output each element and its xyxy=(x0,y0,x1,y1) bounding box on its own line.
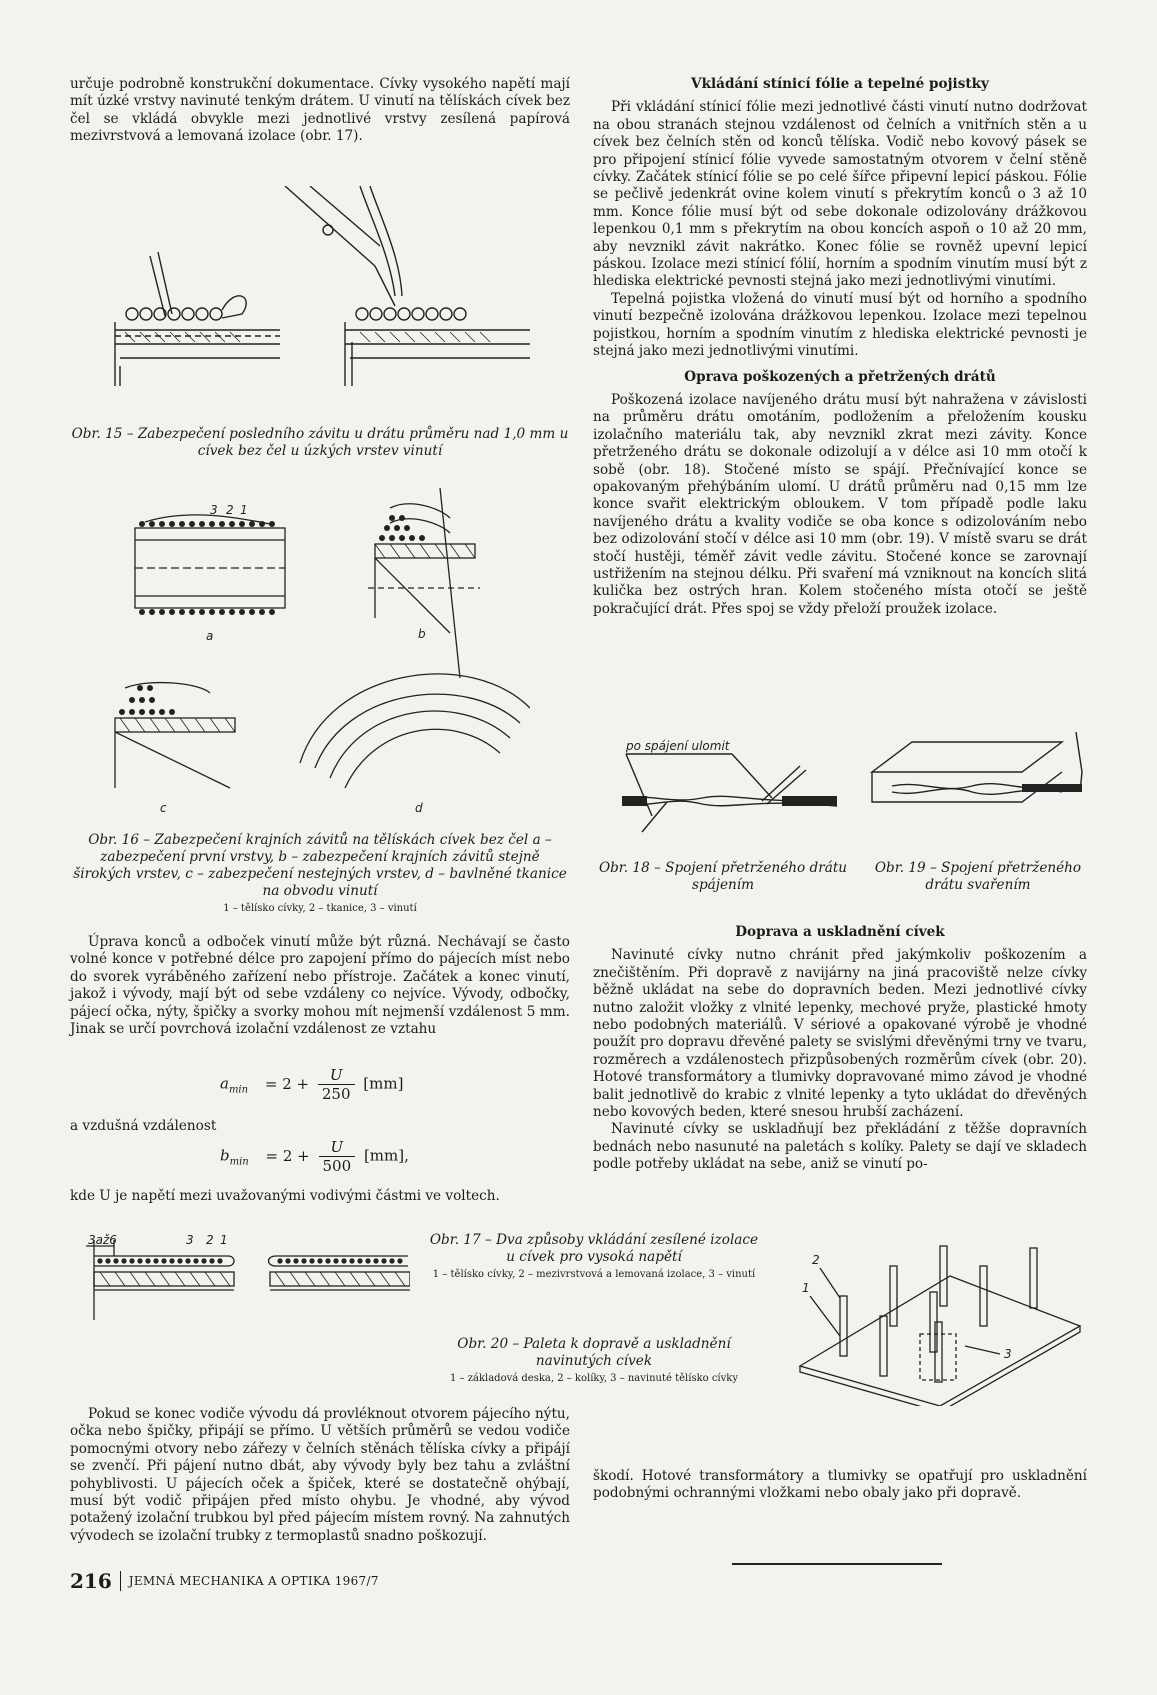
left-column-top xyxy=(70,76,570,146)
fig18-label: po spájení ulomit xyxy=(626,739,730,753)
figure-16-legend: 1 – tělísko cívky, 2 – tkanice, 3 – vinutí xyxy=(223,903,417,914)
paragraph: a vzdušná vzdálenost xyxy=(70,1118,217,1134)
fig17-label-3: 3 xyxy=(186,1233,194,1247)
figure-18-caption: Obr. 18 – Spojení přetrženého drátu spájením xyxy=(598,860,848,893)
paragraph: kde U je napětí mezi uvažovanými vodivými částmi ve voltech. xyxy=(70,1188,500,1204)
paragraph: Navinuté cívky se uskladňují bez překládání z těžše dopravních bednách nebo nasunuté na paletách s kolíky. Palety se dají ve skladech podle potřeby ukládat na sebe, aniž se vinutí po- xyxy=(593,1121,1087,1173)
figure-20-caption-text: Obr. 20 – Paleta k dopravě a uskladnění navinutých cívek xyxy=(457,1336,731,1369)
page-number: 216 xyxy=(70,1569,112,1593)
page-footer xyxy=(70,1569,379,1593)
left-column-formula-text xyxy=(70,1118,570,1135)
left-column-middle xyxy=(70,934,570,1038)
fig16-label-b: b xyxy=(418,627,426,641)
paragraph: škodí. Hotové transformátory a tlumivky se opatřují pro uskladnění podobnými ochrannými vložkami nebo obaly jako při dopravě. xyxy=(593,1468,1087,1502)
fig20-label-2: 2 xyxy=(812,1253,820,1267)
figure-20-legend: 1 – základová deska, 2 – kolíky, 3 – navinuté tělísko cívky xyxy=(450,1373,738,1384)
right-column-middle xyxy=(593,924,1087,1174)
figure-16-caption xyxy=(70,832,570,915)
fig17-label-1: 1 xyxy=(220,1233,228,1247)
figure-20-caption xyxy=(424,1336,764,1385)
paragraph: Tepelná pojistka vložená do vinutí musí být od horního a spodního vinutí bezpečně izolována drážkovou lepenkou. Izolace mezi tepelnou pojistkou, horním a spodním vinutím z hlediska elektrické pevnosti je stejná jako mezi jednotlivými vinutími. xyxy=(593,290,1087,360)
footer-divider xyxy=(120,1571,121,1591)
figure-15-caption: Obr. 15 – Zabezpečení posledního závitu u drátu průměru nad 1,0 mm u cívek bez čel u úzkých vrstev vinutí xyxy=(71,426,569,459)
figure-17-caption-text: Obr. 17 – Dva způsoby vkládání zesílené izolace u cívek pro vysoká napětí xyxy=(429,1232,759,1265)
fig16-label-3: 3 xyxy=(210,503,218,517)
paragraph: určuje podrobně konstrukční dokumentace. Cívky vysokého napětí mají mít úzké vrstvy navinuté tenkým drátem. U vinutí na tělískách cívek bez čel se vkládá obvykle mezi jednotlivé vrstvy zesílená papírová mezivrstvová a lemovaná izolace (obr. 17). xyxy=(70,76,570,145)
figure-17-caption xyxy=(424,1232,764,1281)
figure-19-drawing xyxy=(862,732,1094,842)
formula-b-min: $b_{min} = 2$ + $\frac{U}{500}$ [mm], xyxy=(220,1138,409,1175)
fraction: $\frac{U}{250}$ xyxy=(318,1066,355,1103)
end-rule xyxy=(732,1563,942,1565)
figure-15-drawing xyxy=(110,186,530,406)
paragraph: Pokud se konec vodiče vývodu dá provléknout otvorem pájecího nýtu, očka nebo špičky, připájí se přímo. U větších průměrů se vedou vodiče pomocnými otvory nebo zářezy v čelních stěnách tělíska cívky a připájí se zvenčí. Při pájení nutno dbát, aby vývody byly bez tahu a zvláštní pohyblivosti. U pájecích oček a špiček, které se dostatečně ohýbají, musí být vodič připájen před místo ohybu. Je vhodné, aby vývod potažený izolační trubkou byl před pájecím místem rovný. Na zahnutých vývodech se izolační trubky z termoplastů snadno poškozují. xyxy=(70,1406,570,1544)
paragraph: Při vkládání stínicí fólie mezi jednotlivé části vinutí nutno dodržovat na obou stranách stejnou vzdálenost od čelních a vnitřních stěn a u cívek bez čelních stěn od konců tělíska. Vodič nebo kovový pásek se pro připojení stínicí fólie vyvede samostatným otvorem v čelní stěně cívky. Začátek stínicí fólie se po celé šířce připevní lepicí páskou. Fólie se pečlivě jedenkrát ovine kolem vinutí s překrytím konců o 3 až 10 mm. Konce fólie musí být od sebe dokonale odizolovány drážkovou lepenkou 0,1 mm s překrytím na obou koncích aspoň o 10 až 20 mm, aby nevznikl závit nakrátko. Konec fólie se rovněž upevní lepicí páskou. Izolace mezi stínicí fólií, horním a spodním vinutím musí být z hlediska elektrické pevnosti stejná jako mezi jednotlivými vinutími. xyxy=(593,99,1087,290)
right-column-top xyxy=(593,76,1087,618)
section-heading: Oprava poškozených a přetržených drátů xyxy=(684,368,996,385)
figure-16-drawing xyxy=(110,488,530,818)
left-column-formula-end xyxy=(70,1188,570,1205)
figure-16-caption-text: Obr. 16 – Zabezpečení krajních závitů na tělískách cívek bez čel a – zabezpečení první vrstvy, b – zabezpečení krajních závitů stejně širokých vrstev, c – zabezpečení nestejných vrstev, d – bavlněné tkanice na obvodu vinutí xyxy=(73,832,567,899)
paragraph: Úprava konců a odboček vinutí může být různá. Nechávají se často volné konce v potřebné délce pro zapojení přímo do pájecích míst nebo do svorek vyráběného zařízení nebo přístroje. Začátek a konec vinutí, jakož i vývody, mají být od sebe vzdáleny co nejvíce. Vývody, odbočky, pájecí očka, nýty, špičky a svorky mohou mít nejmenší vzdálenost 5 mm. Jinak se určí povrchová izolační vzdálenost ze vztahu xyxy=(70,934,570,1038)
fig20-label-3: 3 xyxy=(1004,1347,1012,1361)
figure-17-legend: 1 – tělísko cívky, 2 – mezivrstvová a lemovaná izolace, 3 – vinutí xyxy=(432,1269,756,1280)
paragraph: Navinuté cívky nutno chránit před jakýmkoliv poškozením a znečištěním. Při dopravě z navijárny na jiná pracoviště nelze cívky běžně ukládat na sebe do dopravních beden. Mezi jednotlivé cívky nutno založit vložky z vlnité lepenky, mechové pryže, plastické hmoty nebo podobných materiálů. V sériové a opakované výrobě je vhodné použít pro dopravu dřevěné palety se svislými dřevěnými trny ve tvaru, rozměrech a vzdálenostech přizpůsobených rozměrům cívek (obr. 20). Hotové transformátory a tlumivky dopravované mimo závod je vhodné balit jednotlivě do krabic z vlnité lepenky a tyto ukládat do dřevěných nebo kovových beden, které snesou hrubší zacházení. xyxy=(593,947,1087,1121)
figure-18-drawing xyxy=(612,736,842,836)
left-column-bottom xyxy=(70,1406,570,1545)
paragraph: Poškozená izolace navíjeného drátu musí být nahražena v závislosti na průměru drátu omotáním, podložením a přeložením kousku izolačního materiálu tak, aby nevznikl zkrat mezi závity. Konce přetrženého drátu se dokonale odizolují a v délce asi 10 mm otočí k sobě (obr. 18). Stočené místo se spájí. Přečnívající konce se opakovaným přehýbáním ulomí. U drátů průměru nad 0,15 mm lze konce svařit elektrickým obloukem. V tom případě podle laku navíjeného drátu a kvality vodiče se oba konce s odizolováním nebo bez odizolování stočí v délce asi 10 mm (obr. 19). V místě svaru se drát stočí hustěji, téměř závit vedle závitu. Stočené konce se zarovnají ustřižením na stejnou délku. Při svaření má vzniknout na koncích slitá kulička bez ostrých hran. Kolem stočeného místa otočí se ještě pokračující drát. Přes spoj se vždy přeloží proužek izolace. xyxy=(593,391,1087,617)
right-column-bottom xyxy=(593,1468,1087,1503)
fig20-label-1: 1 xyxy=(802,1281,810,1295)
figure-17-drawing xyxy=(80,1232,410,1322)
journal-title: JEMNÁ MECHANIKA A OPTIKA 1967/7 xyxy=(128,1574,379,1588)
fig16-label-a: a xyxy=(206,629,214,643)
section-heading: Vkládání stínicí fólie a tepelné pojistky xyxy=(691,76,989,92)
fig16-label-c: c xyxy=(160,801,167,815)
fig17-label-2: 2 xyxy=(206,1233,214,1247)
figure-20-drawing xyxy=(790,1236,1090,1406)
fig17-label-dim: 3až6 xyxy=(88,1233,117,1247)
fig16-label-1: 1 xyxy=(240,503,248,517)
figure-19-caption: Obr. 19 – Spojení přetrženého drátu svařením xyxy=(874,860,1082,893)
fig16-label-2: 2 xyxy=(226,503,234,517)
fraction: $\frac{U}{500}$ xyxy=(319,1138,356,1175)
formula-a-min: $a_{min} = 2$ + $\frac{U}{250}$ [mm] xyxy=(220,1066,404,1103)
fig16-label-d: d xyxy=(415,801,423,815)
section-heading: Doprava a uskladnění cívek xyxy=(735,924,945,940)
